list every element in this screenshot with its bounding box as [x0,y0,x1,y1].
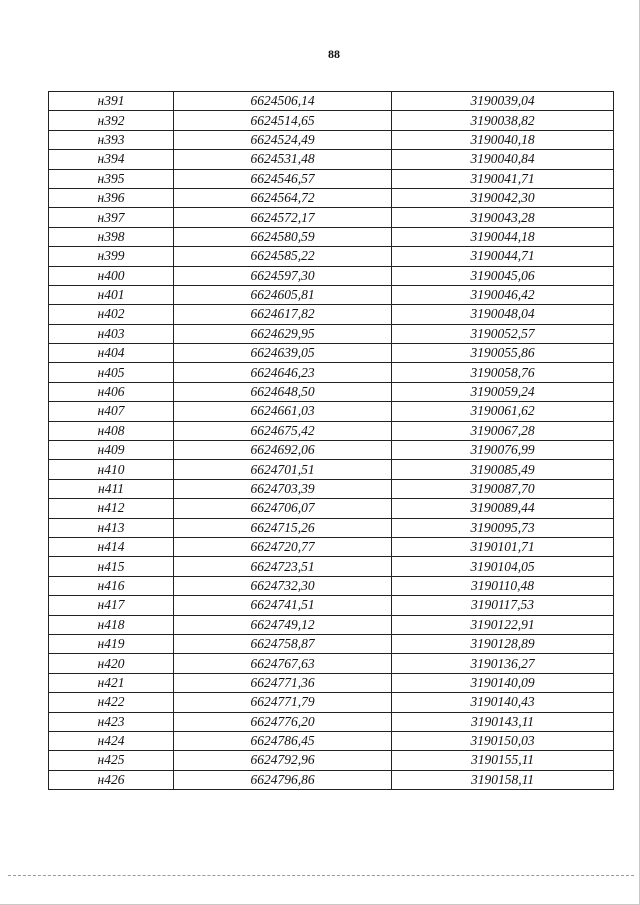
y-coordinate-cell: 3190140,43 [392,693,614,712]
x-coordinate-cell: 6624776,20 [174,712,392,731]
point-id-cell: н405 [49,363,174,382]
point-id-cell: н422 [49,693,174,712]
y-coordinate-cell: 3190058,76 [392,363,614,382]
y-coordinate-cell: 3190143,11 [392,712,614,731]
table-row [49,111,614,130]
point-id-cell: н415 [49,557,174,576]
x-coordinate-cell: 6624564,72 [174,188,392,207]
x-coordinate-cell: 6624701,51 [174,460,392,479]
y-coordinate-cell: 3190045,06 [392,266,614,285]
point-id-cell: н408 [49,421,174,440]
x-coordinate-cell: 6624546,57 [174,169,392,188]
y-coordinate-cell: 3190150,03 [392,731,614,750]
y-coordinate-cell: 3190041,71 [392,169,614,188]
point-id-cell: н425 [49,751,174,770]
x-coordinate-cell: 6624703,39 [174,479,392,498]
point-id-cell: н403 [49,324,174,343]
point-id-cell: н417 [49,596,174,615]
table-row [49,770,614,789]
point-id-cell: н416 [49,576,174,595]
point-id-cell: н393 [49,130,174,149]
table-row [49,305,614,324]
x-coordinate-cell: 6624692,06 [174,441,392,460]
x-coordinate-cell: 6624514,65 [174,111,392,130]
x-coordinate-cell: 6624741,51 [174,596,392,615]
point-id-cell: н396 [49,188,174,207]
table-row [49,693,614,712]
table-row [49,615,614,634]
y-coordinate-cell: 3190155,11 [392,751,614,770]
x-coordinate-cell: 6624524,49 [174,130,392,149]
x-coordinate-cell: 6624605,81 [174,285,392,304]
x-coordinate-cell: 6624749,12 [174,615,392,634]
x-coordinate-cell: 6624617,82 [174,305,392,324]
point-id-cell: н406 [49,382,174,401]
point-id-cell: н399 [49,247,174,266]
x-coordinate-cell: 6624706,07 [174,499,392,518]
point-id-cell: н426 [49,770,174,789]
table-row [49,382,614,401]
table-row [49,421,614,440]
table-row [49,654,614,673]
y-coordinate-cell: 3190067,28 [392,421,614,440]
coordinates-table [48,91,614,790]
table-row [49,227,614,246]
y-coordinate-cell: 3190040,18 [392,130,614,149]
bottom-divider-line [8,875,634,876]
point-id-cell: н400 [49,266,174,285]
x-coordinate-cell: 6624767,63 [174,654,392,673]
x-coordinate-cell: 6624506,14 [174,92,392,111]
y-coordinate-cell: 3190044,18 [392,227,614,246]
table-row [49,557,614,576]
table-row [49,596,614,615]
y-coordinate-cell: 3190104,05 [392,557,614,576]
y-coordinate-cell: 3190128,89 [392,634,614,653]
table-row [49,460,614,479]
x-coordinate-cell: 6624771,79 [174,693,392,712]
table-row [49,441,614,460]
table-row [49,208,614,227]
point-id-cell: н407 [49,402,174,421]
point-id-cell: н404 [49,344,174,363]
point-id-cell: н412 [49,499,174,518]
point-id-cell: н398 [49,227,174,246]
table-row [49,537,614,556]
point-id-cell: н392 [49,111,174,130]
table-row [49,150,614,169]
y-coordinate-cell: 3190101,71 [392,537,614,556]
table-row [49,499,614,518]
y-coordinate-cell: 3190043,28 [392,208,614,227]
point-id-cell: н402 [49,305,174,324]
point-id-cell: н419 [49,634,174,653]
x-coordinate-cell: 6624531,48 [174,150,392,169]
point-id-cell: н410 [49,460,174,479]
table-row [49,92,614,111]
y-coordinate-cell: 3190117,53 [392,596,614,615]
table-row [49,731,614,750]
table-row [49,324,614,343]
x-coordinate-cell: 6624572,17 [174,208,392,227]
point-id-cell: н411 [49,479,174,498]
x-coordinate-cell: 6624771,36 [174,673,392,692]
x-coordinate-cell: 6624661,03 [174,402,392,421]
y-coordinate-cell: 3190055,86 [392,344,614,363]
table-row [49,712,614,731]
y-coordinate-cell: 3190038,82 [392,111,614,130]
x-coordinate-cell: 6624646,23 [174,363,392,382]
table-row [49,285,614,304]
x-coordinate-cell: 6624597,30 [174,266,392,285]
x-coordinate-cell: 6624786,45 [174,731,392,750]
table-row [49,266,614,285]
y-coordinate-cell: 3190089,44 [392,499,614,518]
y-coordinate-cell: 3190040,84 [392,150,614,169]
y-coordinate-cell: 3190039,04 [392,92,614,111]
point-id-cell: н424 [49,731,174,750]
table-row [49,402,614,421]
table-row [49,576,614,595]
y-coordinate-cell: 3190059,24 [392,382,614,401]
y-coordinate-cell: 3190061,62 [392,402,614,421]
table-row [49,344,614,363]
x-coordinate-cell: 6624732,30 [174,576,392,595]
y-coordinate-cell: 3190095,73 [392,518,614,537]
x-coordinate-cell: 6624585,22 [174,247,392,266]
x-coordinate-cell: 6624580,59 [174,227,392,246]
x-coordinate-cell: 6624720,77 [174,537,392,556]
y-coordinate-cell: 3190046,42 [392,285,614,304]
table-row [49,518,614,537]
coordinates-table-body [49,92,614,790]
point-id-cell: н413 [49,518,174,537]
y-coordinate-cell: 3190122,91 [392,615,614,634]
y-coordinate-cell: 3190136,27 [392,654,614,673]
point-id-cell: н397 [49,208,174,227]
x-coordinate-cell: 6624723,51 [174,557,392,576]
y-coordinate-cell: 3190140,09 [392,673,614,692]
table-row [49,188,614,207]
x-coordinate-cell: 6624758,87 [174,634,392,653]
x-coordinate-cell: 6624792,96 [174,751,392,770]
x-coordinate-cell: 6624648,50 [174,382,392,401]
table-row [49,479,614,498]
point-id-cell: н395 [49,169,174,188]
x-coordinate-cell: 6624715,26 [174,518,392,537]
point-id-cell: н414 [49,537,174,556]
point-id-cell: н394 [49,150,174,169]
point-id-cell: н418 [49,615,174,634]
y-coordinate-cell: 3190158,11 [392,770,614,789]
y-coordinate-cell: 3190042,30 [392,188,614,207]
point-id-cell: н421 [49,673,174,692]
y-coordinate-cell: 3190087,70 [392,479,614,498]
point-id-cell: н420 [49,654,174,673]
x-coordinate-cell: 6624796,86 [174,770,392,789]
page-number: 88 [328,47,340,61]
table-row [49,751,614,770]
table-row [49,363,614,382]
y-coordinate-cell: 3190048,04 [392,305,614,324]
table-row [49,169,614,188]
point-id-cell: н423 [49,712,174,731]
y-coordinate-cell: 3190085,49 [392,460,614,479]
y-coordinate-cell: 3190044,71 [392,247,614,266]
point-id-cell: н409 [49,441,174,460]
y-coordinate-cell: 3190052,57 [392,324,614,343]
y-coordinate-cell: 3190076,99 [392,441,614,460]
table-row [49,673,614,692]
x-coordinate-cell: 6624675,42 [174,421,392,440]
point-id-cell: н401 [49,285,174,304]
x-coordinate-cell: 6624629,95 [174,324,392,343]
table-row [49,634,614,653]
table-row [49,130,614,149]
y-coordinate-cell: 3190110,48 [392,576,614,595]
x-coordinate-cell: 6624639,05 [174,344,392,363]
point-id-cell: н391 [49,92,174,111]
table-row [49,247,614,266]
